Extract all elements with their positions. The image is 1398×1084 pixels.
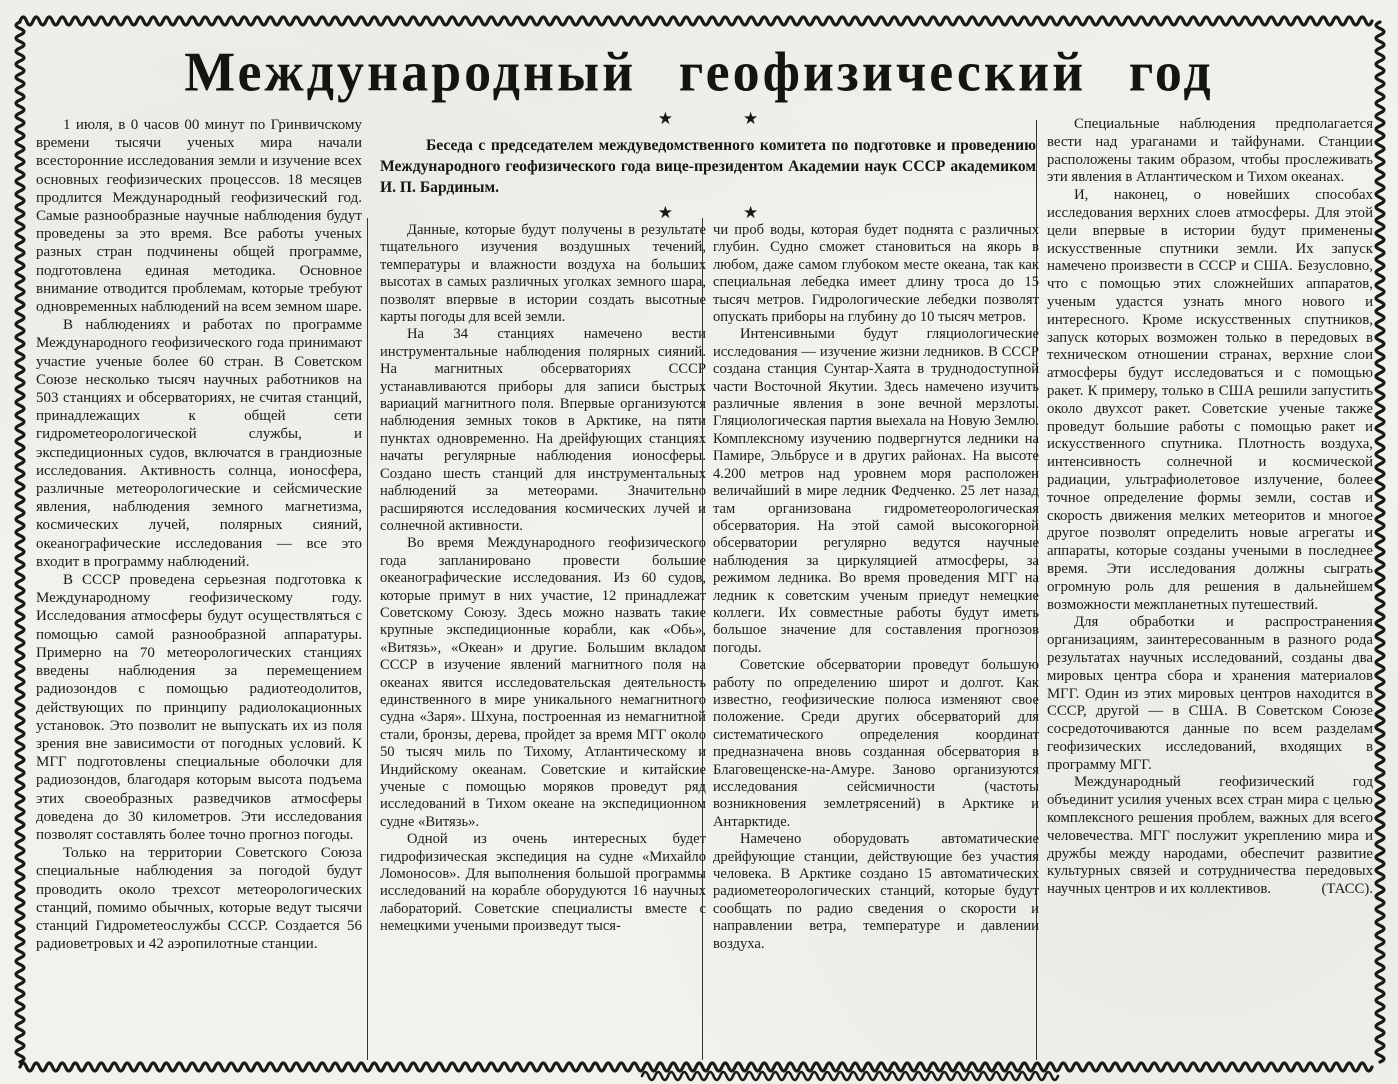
paragraph: Намечено оборудовать автоматические дрейфующие станции, действующие без участия человека. В Арктике создано 15 автоматических радиометеорологических станций, которые будут сообщать по радио сведения о скорости и направлении ветра, температуре и давлении воздуха. <box>713 831 1039 952</box>
paragraph: Данные, которые будут получены в результате тщательного изучения воздушных течений, температуры и влажности воздуха на больших высотах в самых различных уголках земного шара, позволят впервые в истории создать высотные карты погоды для всей земли. <box>380 222 706 326</box>
paragraph: Интенсивными будут гляциологические исследования — изучение жизни ледников. В СССР создана станция Сунтар-Хаята в труднодоступной части Восточной Якутии. Здесь намечено изучить различные явления в зоне вечной мерзлоты. Гляциологическая партия выехала на Новую Землю. Комплексному изучению подвергнутся ледники на Памире, Эльбрусе и в других районах. На высоте 4.200 метров над уровнем моря расположен величайший в мире ледник Федченко. 25 лет назад там организована гидрометеорологическая обсерватория. На этой самой высокогорной обсерватории регулярно ведутся научные наблюдения за циркуляцией атмосферы, за режимом ледника. Во время проведения МГГ на ледник к советским ученым приедут немецкие коллеги. Их совместные работы будут иметь большое значение для составления прогнозов погоды. <box>713 326 1039 656</box>
paragraph: Специальные наблюдения предполагается вести над ураганами и тайфунами. Станции расположены таким образом, чтобы прослеживать эти явления в Атлантическом и Тихом океанах. <box>1047 116 1373 186</box>
article-column-1 <box>36 116 362 953</box>
column-divider <box>367 218 368 1060</box>
paragraph: В СССР проведена серьезная подготовка к Международному геофизическому году. Исследования атмосферы будут осуществляться с помощью самой разнообразной аппаратуры. Примерно на 70 метеорологических станциях введены наблюдения за перемещением радиозондов с помощью радиотеодолитов, действующих по принципу радиолокационных установок. Это позволит не выпускать их из поля зрения вне зависимости от погодных условий. К МГГ подготовлены специальные оболочки для радиозондов, благодаря которым высота подъема этих своеобразных разведчиков атмосферы доведена до 30 километров. Эти исследования позволят составлять более точно прогноз погоды. <box>36 572 362 843</box>
paragraph: В наблюдениях и работах по программе Международного геофизического года принимают участие ученые более 60 стран. В Советском Союзе несколько тысяч научных работников на 503 станциях и обсерваториях, не считая станций, принадлежащих к общей сети гидрометеорологической службы, и экспедиционных судов, включатся в грандиозные исследования. Активность солнца, ионосфера, различные метеорологические и сейсмические явления, наблюдения земного магнетизма, космических лучей, полярных сияний, океанографические исследования — все это входит в программу наблюдений. <box>36 317 362 570</box>
lede-block <box>380 110 1036 222</box>
article-column-3 <box>713 222 1039 953</box>
paragraph-text: Международный геофизический год объединит усилия ученых всех стран мира с целью комплексного решения проблем, важных для всего человечества. МГГ послужит укреплению мира и дружбы между народами, обеспечит развитие культурных связей и сотрудничества передовых научных центров и их коллективов. <box>1047 774 1373 898</box>
paragraph-continuation: чи проб воды, которая будет поднята с различных глубин. Судно сможет становиться на якорь в любом, даже самом глубоком месте океана, так как специальная лебедка имеет длину троса до 15 тысяч метров. Гидрологические лебедки позволят опускать приборы на глубину до 10 тысяч метров. <box>713 222 1039 326</box>
stars-row-top <box>380 110 1036 128</box>
star-icon: ★ <box>657 203 673 222</box>
paragraph: Советские обсерватории проведут большую работу по определению широт и долгот. Как известно, геофизические полюса изменяют свое положение. Среди других обсерваторий для систематического определения координат предназначена вновь созданная обсерватория в Благовещенске-на-Амуре. Заново организуются исследования сейсмичности (частоты возникновения землетрясений) в Арктике и Антарктиде. <box>713 657 1039 830</box>
paragraph <box>1047 774 1373 899</box>
article-column-4 <box>1047 116 1373 899</box>
star-icon: ★ <box>743 203 759 222</box>
lede-text: Беседа с председателем междуведомственного комитета по подготовке и проведению Международного геофизического года вице-президентом Академии наук СССР академиком И. П. Бардиным. <box>380 137 1036 196</box>
paragraph: Во время Международного геофизического года запланировано провести большие океанографические исследования. Из 60 судов, которые примут в них участие, 12 принадлежат Советскому Союзу. Здесь можно назвать такие крупные экспедиционные корабли, как «Обь», «Витязь», «Океан» и другие. Большим вкладом СССР в изучение явлений магнитного поля на океанах явится исследовательская деятельность единственного в мире уникального немагнитного судна «Заря». Шхуна, построенная из немагнитной стали, бронзы, дерева, пройдет за время МГГ около 50 тысяч миль по Тихому, Атлантическому и Индийскому океанам. Советские и китайские ученые с помощью моряков проведут ряд исследований в Тихом океане на экспедиционном судне «Витязь». <box>380 535 706 830</box>
border-top-wave <box>18 15 1380 27</box>
star-icon: ★ <box>657 109 673 128</box>
border-left-wave <box>14 20 26 1066</box>
border-right-wave <box>1374 20 1386 1066</box>
tass-credit: (ТАСС). <box>1321 881 1373 898</box>
paragraph: 1 июля, в 0 часов 00 минут по Гринвичскому времени тысячи ученых мира начали всесторонние исследования земли и изучение всех основных геофизических процессов. 18 месяцев продлится Международный геофизический год. Самые разнообразные научные наблюдения будут проведены за это время. Все работы ученых разных стран подчинены общей программе, подготовлена единая методика. Основное внимание отводится проблемам, которые требуют одновременных наблюдений на всем земном шаре. <box>36 117 362 316</box>
border-bottom-offset-wave <box>640 1070 1070 1082</box>
paragraph: На 34 станциях намечено вести инструментальные наблюдения полярных сияний. На магнитных обсерваториях СССР устанавливаются приборы для записи быстрых вариаций магнитного поля. Впервые организуются наблюдения земных токов в Арктике, на пяти пунктах одновременно. На дрейфующих станциях начаты регулярные наблюдения ионосферы. Создано шесть станций для инструментальных наблюдений за метеорами. Значительно расширяются исследования космических лучей и солнечной активности. <box>380 326 706 534</box>
article-column-2 <box>380 222 706 936</box>
paragraph: Одной из очень интересных будет гидрофизическая экспедиция на судне «Михайло Ломоносов». Для выполнения большой программы исследований на корабле оборудуются 16 научных лабораторий. Советские специалисты вместе с немецкими учеными произведут тыся- <box>380 831 706 935</box>
star-icon: ★ <box>743 109 759 128</box>
paragraph: И, наконец, о новейших способах исследования верхних слоев атмосферы. Для этой цели впервые в истории будут применены искусственные спутники земли. Их запуск намечено произвести в СССР и США. Безусловно, что с помощью этих сложнейших аппаратов, ученым удастся узнать много нового и интересного. Кроме искусственных спутников, запуск которых возможен только в передовых в техническом отношении странах, верхние слои атмосферы будут исследоваться и с помощью ракет. К примеру, только в США решили запустить около двухсот ракет. Советские ученые также проведут большие работы с помощью ракет и искусственного спутника. Плотность воздуха, интенсивность солнечной и космической радиации, ультрафиолетовое излучение, более точное определение формы земли, состав и скорость движения мелких метеоритов и многое другое позволят определить новые агрегаты и аппараты, которые созданы учеными в последнее время. Эти исследования должны сыграть огромную роль для решения в дальнейшем возможности межпланетных путешествий. <box>1047 187 1373 613</box>
border-bottom-wave <box>18 1061 1380 1073</box>
stars-row-bottom <box>380 204 1036 222</box>
paragraph: Для обработки и распространения организациям, заинтересованным в разного рода результатах научных исследований, созданы два мировых центра сбора и хранения материалов МГГ. Один из этих мировых центров находится в СССР, другой — в США. В Советском Союзе сосредоточиваются данные по всем разделам геофизических исследований, входящих в программу МГГ. <box>1047 614 1373 773</box>
paragraph: Только на территории Советского Союза специальные наблюдения за погодой будут проводить около трехсот метеорологических станций, помимо обычных, которые ведут тысячи станций Гидрометеослужбы СССР. Создается 56 радиоветровых и 42 аэропилотные станции. <box>36 845 362 953</box>
article-title: Международный геофизический год <box>184 40 1214 104</box>
